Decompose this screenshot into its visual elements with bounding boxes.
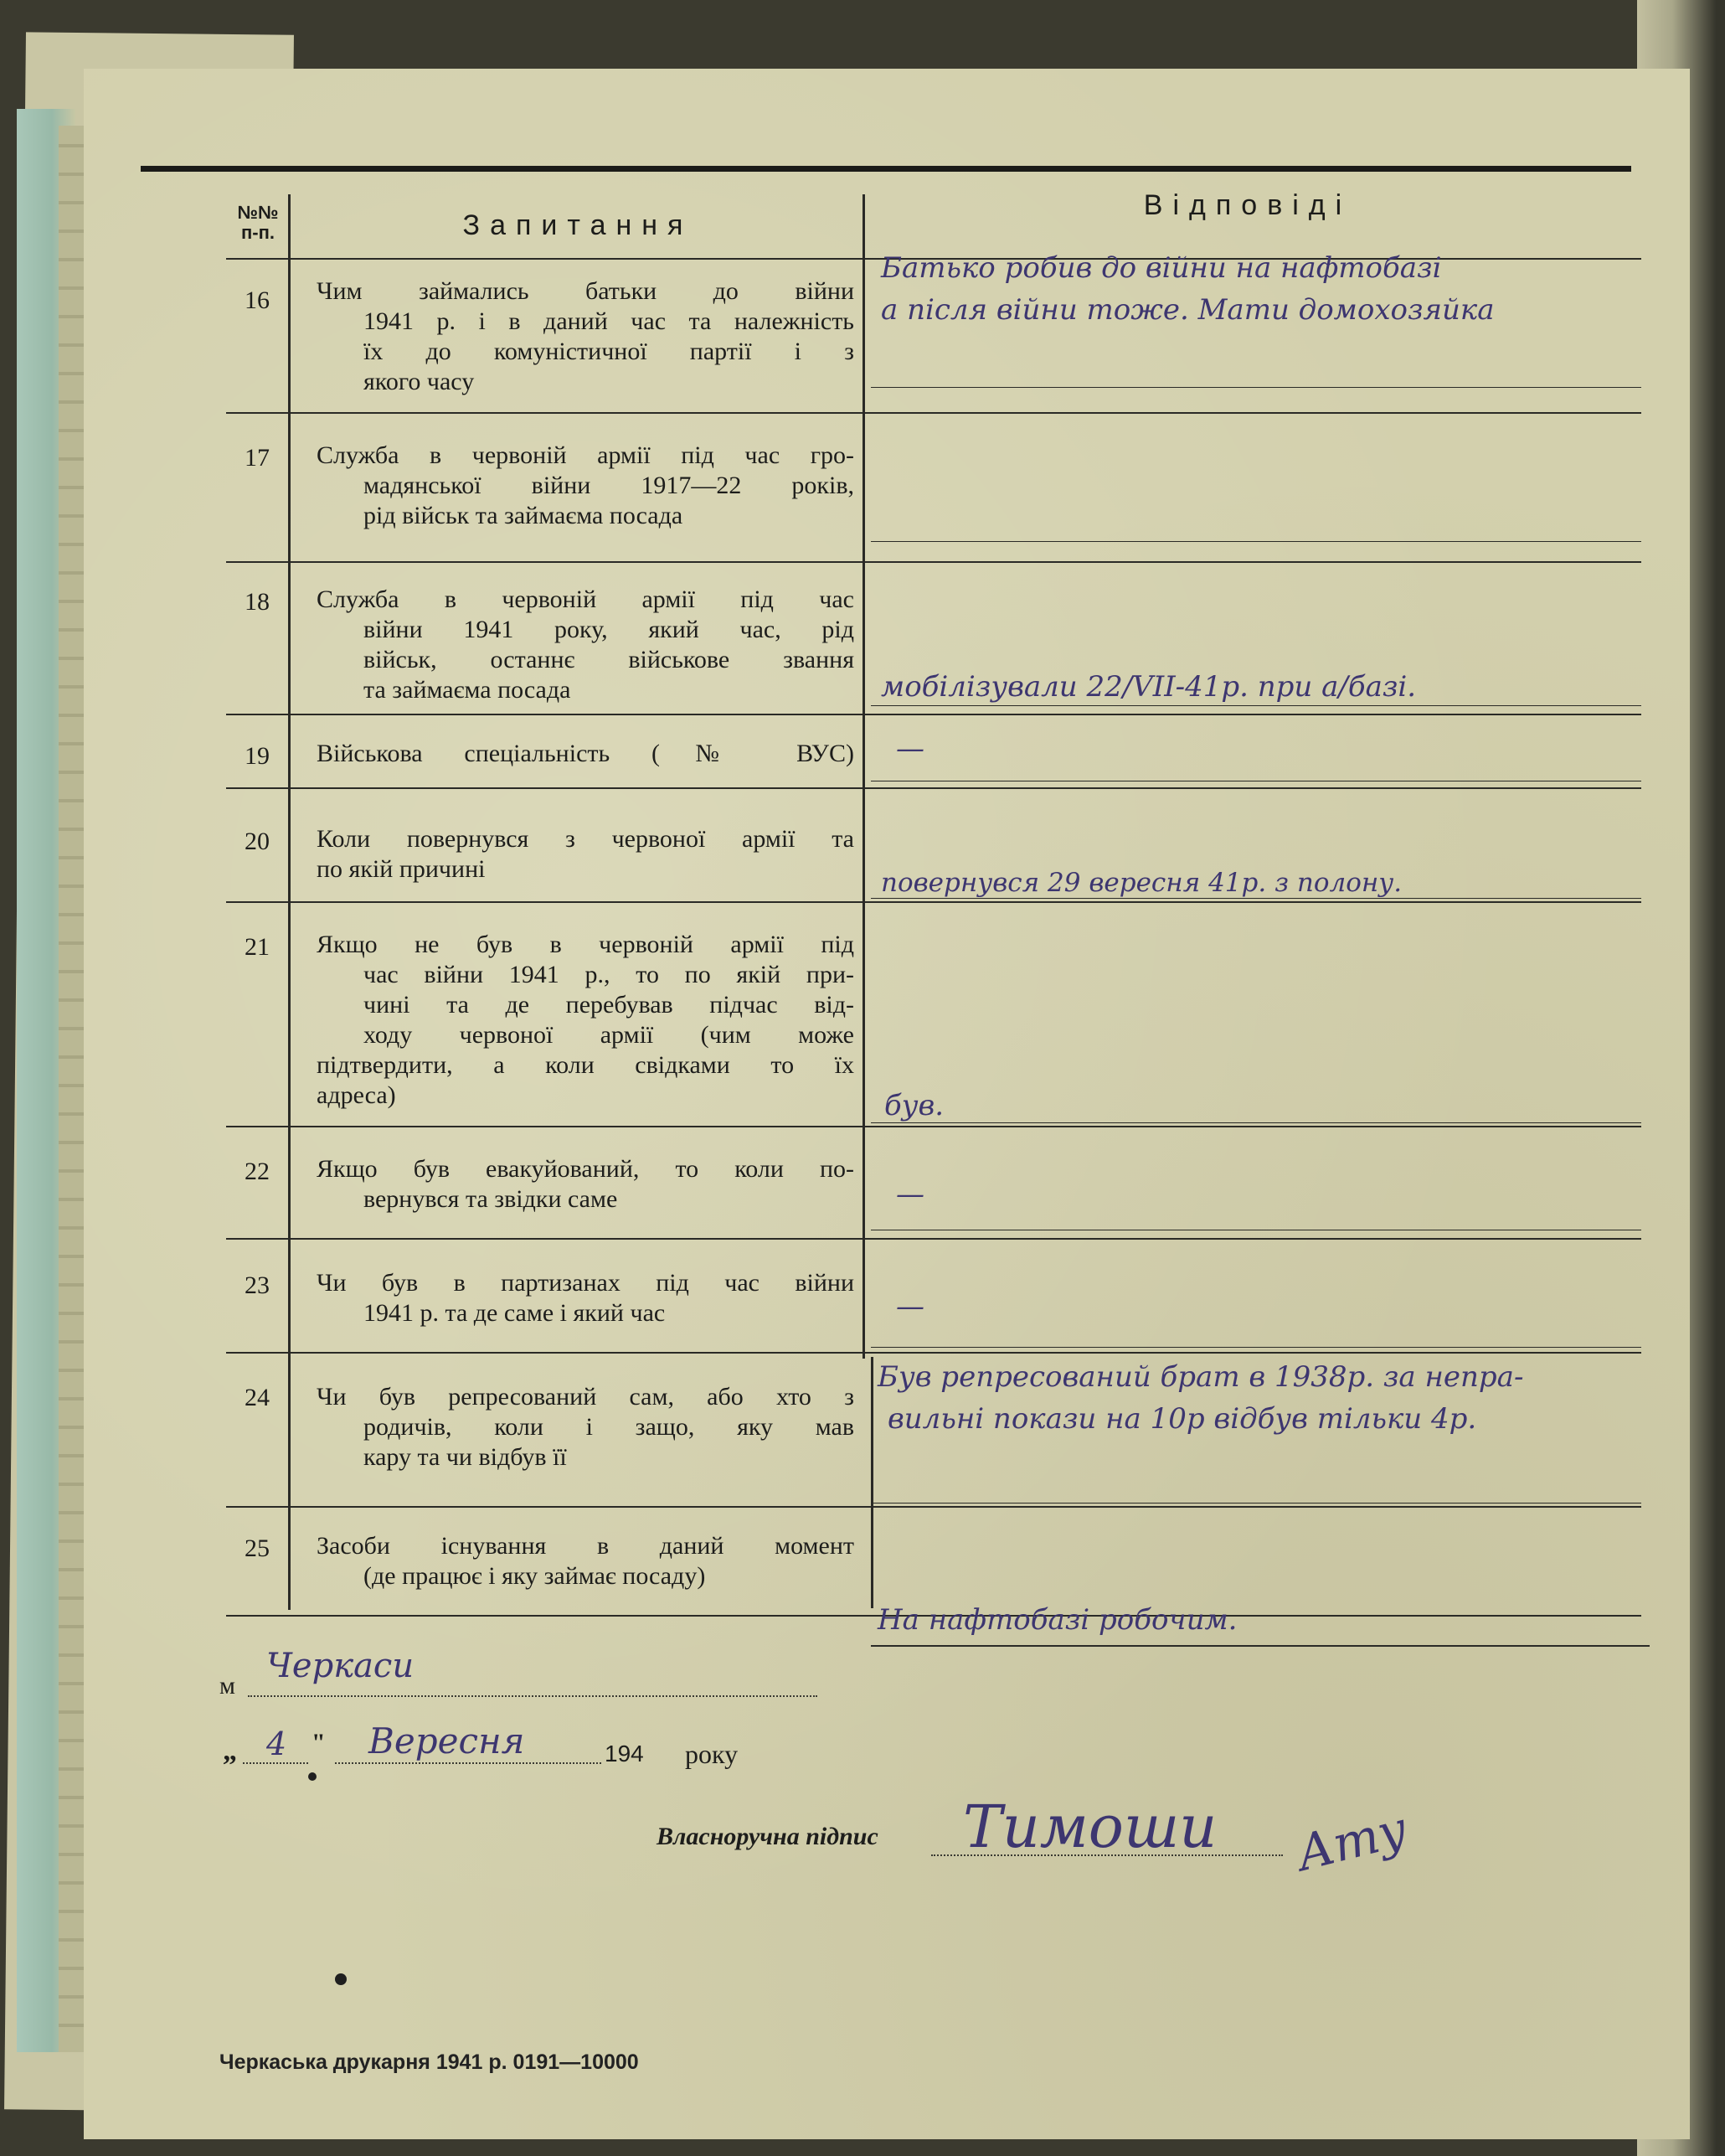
question-text — [317, 441, 854, 531]
answer-handwriting: а після війни тоже. Мати домохозяйка — [881, 293, 1495, 327]
question-line: 1941 р. і в даний час та належність — [363, 307, 854, 335]
row-number: 19 — [245, 742, 270, 770]
city-line — [248, 1695, 817, 1697]
question-line: по якій причині — [317, 855, 486, 883]
row-divider — [226, 1352, 1641, 1354]
answer-line — [871, 1122, 1641, 1123]
answer-line — [871, 1645, 1650, 1647]
answer-handwriting: Батько робив до війни на нафтобазі — [881, 251, 1442, 285]
year-suffix: року — [685, 1739, 739, 1769]
question-line: чині та де перебував підчас від- — [363, 991, 854, 1019]
column-divider-answer — [862, 194, 865, 1359]
row-divider — [226, 787, 1641, 789]
answer-handwriting: вильні покази на 10р відбув тільки 4р. — [888, 1402, 1477, 1436]
row-number: 25 — [245, 1534, 270, 1562]
column-divider-answer-lower — [871, 1357, 873, 1608]
answer-dash: — — [896, 732, 924, 766]
header-top-rule — [141, 166, 1631, 172]
question-line: підтвердити, а коли свідками то їх — [317, 1051, 854, 1079]
question-line: Служба в червоній армії під час гро- — [317, 441, 854, 469]
question-line: кару та чи відбув її — [363, 1443, 567, 1471]
question-line: Коли повернувся з червоної армії та — [317, 825, 854, 853]
question-line: Якщо не був в червоній армії під — [317, 931, 854, 958]
question-text — [317, 1154, 854, 1215]
city-prefix: м — [219, 1672, 235, 1700]
row-divider — [226, 1238, 1641, 1240]
question-line: 1941 р. та де саме і який час — [363, 1299, 666, 1327]
answer-line — [871, 387, 1641, 388]
question-line: вернувся та звідки саме — [363, 1185, 618, 1213]
question-line: мадянської війни 1917—22 років, — [363, 472, 854, 499]
question-line: родичів, коли і защо, яку мав — [363, 1413, 854, 1441]
signature-label: Власноручна підпис — [657, 1823, 878, 1850]
row-number: 22 — [245, 1158, 270, 1185]
row-number: 24 — [245, 1384, 270, 1411]
day-open-quote: „ — [223, 1736, 237, 1767]
day-handwriting: 4 — [266, 1725, 287, 1762]
ink-blot — [308, 1772, 317, 1781]
row-divider — [226, 1506, 1641, 1508]
question-line: Чи був репресований сам, або хто з — [317, 1383, 854, 1411]
row-number: 23 — [245, 1271, 270, 1299]
answer-line — [871, 541, 1641, 542]
question-line: (де працює і яку займає посаду) — [363, 1562, 706, 1590]
question-text — [317, 930, 854, 1111]
row-number: 18 — [245, 588, 270, 616]
answer-handwriting: був. — [884, 1089, 945, 1122]
signature-initials: Ату — [1290, 1799, 1413, 1883]
signature: Тимоши — [963, 1792, 1218, 1861]
question-line: Служба в червоній армії під час — [317, 585, 854, 613]
answer-line — [871, 1503, 1641, 1504]
row-divider — [226, 901, 1641, 903]
month-line — [335, 1762, 601, 1764]
header-number: №№ п-п. — [237, 202, 279, 243]
question-text — [317, 1531, 854, 1591]
answer-dash: — — [896, 1178, 924, 1211]
question-line: адреса) — [317, 1081, 396, 1109]
answer-handwriting: Був репресований брат в 1938р. за непра- — [878, 1360, 1524, 1394]
printer-imprint: Черкаська друкарня 1941 р. 0191—10000 — [219, 2050, 639, 2074]
question-line: Військова спеціальність (№ ВУС) — [317, 740, 854, 767]
question-line: рід військ та займаєма посада — [363, 502, 683, 529]
answer-dash: — — [896, 1290, 924, 1323]
question-text — [317, 585, 854, 705]
row-divider — [226, 561, 1641, 563]
answer-line — [871, 1347, 1641, 1348]
question-line: ходу червоної армії (чим може — [363, 1021, 854, 1049]
day-close-quote: " — [312, 1729, 326, 1756]
answer-handwriting: повернувся 29 вересня 41р. з полону. — [881, 868, 1403, 898]
row-number: 17 — [245, 444, 270, 472]
row-number: 21 — [245, 933, 270, 961]
question-line: якого часу — [363, 368, 475, 395]
question-text — [317, 1268, 854, 1328]
answer-line — [871, 898, 1641, 899]
question-line: війни 1941 року, який час, рід — [363, 616, 854, 643]
question-line: їх до комуністичної партії і з — [363, 338, 854, 365]
city-handwriting: Черкаси — [266, 1647, 415, 1685]
row-number: 16 — [245, 286, 270, 314]
answer-handwriting: мобілізували 22/VII-41р. при а/базі. — [881, 670, 1417, 704]
row-divider — [226, 412, 1641, 414]
question-text — [317, 824, 854, 885]
question-line: Чим займались батьки до війни — [317, 277, 854, 305]
row-divider — [226, 1126, 1641, 1127]
question-text — [317, 739, 854, 769]
question-text — [317, 1382, 854, 1473]
question-line: військ, останнє військове звання — [363, 646, 854, 673]
question-text — [317, 276, 854, 397]
question-line: час війни 1941 р., то по якій при- — [363, 961, 854, 988]
day-line — [243, 1762, 308, 1764]
question-line: Засоби існування в даний момент — [317, 1532, 854, 1560]
row-number: 20 — [245, 828, 270, 855]
question-line: та займаєма посада — [363, 676, 571, 704]
row-divider — [226, 714, 1641, 715]
answer-handwriting: На нафтобазі робочим. — [878, 1603, 1238, 1637]
question-line: Чи був в партизанах під час війни — [317, 1269, 854, 1297]
header-answer: Відповіді — [1143, 189, 1352, 221]
ink-blot — [335, 1973, 347, 1985]
year-prefix: 194 — [605, 1741, 644, 1767]
month-handwriting: Вересня — [368, 1720, 525, 1761]
question-line: Якщо був евакуйований, то коли по- — [317, 1155, 854, 1183]
header-question: Запитання — [462, 209, 693, 241]
answer-line — [871, 705, 1641, 706]
